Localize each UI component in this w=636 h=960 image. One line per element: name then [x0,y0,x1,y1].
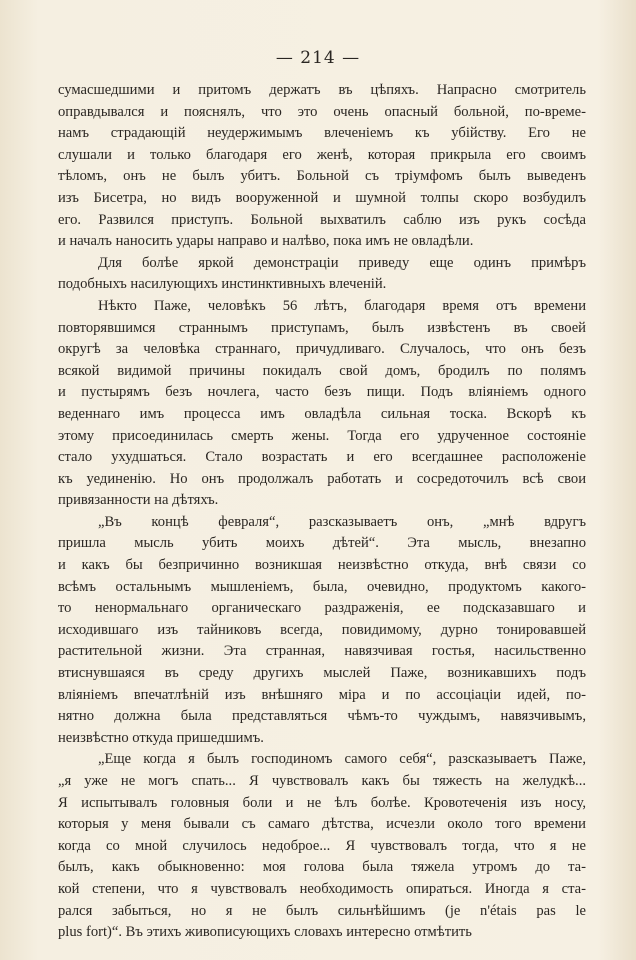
text-line: округѣ за человѣка страннаго, причудливаго. Случалось, что онъ безъ [58,341,586,358]
paragraph [58,512,586,750]
text-line: былъ, какъ обыкновенно: моя голова была тяжела утромъ до та- [58,859,586,876]
text-line: „я уже не могъ спать... Я чувствовалъ какъ бы тяжесть на желудкѣ... [58,773,586,789]
text-line: вліяніемъ впечатлѣній изъ внѣшняго міра и по ассоціаціи идей, по- [58,686,586,703]
paragraph [58,253,586,296]
text-line: Я испытывалъ головныя боли и не ѣлъ болѣе. Кровотеченія изъ носу, [58,794,586,811]
text-line: привязанности на дѣтяхъ. [58,492,219,509]
text-line: когда со мной случилось недоброе... Я чувствовалъ тогда, что я не [58,837,586,854]
text-line: слушали и только благодаря его женѣ, которая прикрыла его своимъ [58,146,586,163]
text-line: изъ Бисетра, но видъ вооруженной и шумной толпы скоро возбудилъ [58,189,586,206]
text-line: втиснувшаяся въ среду другихъ мыслей Паже, возникавшихъ подъ [58,665,586,682]
text-line: тѣломъ, онъ не былъ убитъ. Больной съ тріумфомъ былъ выведенъ [58,168,586,185]
paragraph [58,80,586,253]
text-line: и началъ наносить удары направо и налѣво, пока имъ не овладѣли. [58,233,474,250]
text-line: пришла мысль убить моихъ дѣтей“. Эта мысль, внезапно [58,535,586,552]
text-line: и какъ бы безпричинно возникшая неизвѣстно откуда, внѣ связи со [58,557,586,574]
text-line: этому присоединилась смерть жены. Тогда его удрученное состояніе [58,427,586,444]
text-line: намъ страдающій неудержимымъ влеченіемъ къ убійству. Его не [58,125,586,142]
text-line: нятно должна была представляться чѣмъ-то чуждымъ, навязчивымъ, [58,708,586,725]
text-line: то ненормальнаго органическаго раздраженія, ее подсказавшаго и [58,600,586,617]
text-line: „Еще когда я былъ господиномъ самого себя“, разсказываетъ Паже, [98,751,586,768]
text-line: Для болѣе яркой демонстраціи приведу еще одинъ примѣръ [98,254,586,271]
text-line: веденнаго имъ процесса имъ овладѣла сильная тоска. Вскорѣ къ [58,405,586,422]
text-line: исходившаго изъ тайниковъ всегда, повидимому, дурно тонировавшей [58,621,586,638]
text-line: повторявшимся страннымъ приступамъ, былъ извѣстенъ въ своей [58,319,586,336]
text-line: plus fort)“. Въ этихъ живописующихъ словахъ интересно отмѣтить [58,924,472,941]
text-line: всякой видимой причины покидалъ свой домъ, бродилъ по полямъ [58,362,586,379]
text-line: Нѣкто Паже, человѣкъ 56 лѣтъ, благодаря время отъ времени [98,297,586,314]
text-line: подобныхъ насилующихъ инстинктивныхъ влеченій. [58,276,387,293]
text-line: его. Развился приступъ. Больной выхватилъ саблю изъ рукъ сосѣда [58,211,586,228]
text-line: сумасшедшими и притомъ держатъ въ цѣпяхъ. Напрасно смотритель [58,82,586,98]
page-number: — 214 — [275,48,361,68]
text-line: къ уединенію. Но онъ продолжалъ работать и сосредоточилъ всѣ свои [58,470,586,487]
text-line: которыя у меня бывали съ самаго дѣтства, исчезли около того времени [58,816,586,833]
paragraph [58,749,586,943]
text-line: „Въ концѣ февраля“, разсказываетъ онъ, „мнѣ вдругъ [98,513,586,530]
text-line: кой степени, что я чувствовалъ необходимость опираться. Иногда я ста- [58,880,586,897]
text-line: всѣмъ остальнымъ мышленіемъ, была, очевидно, продуктомъ какого- [58,578,586,595]
text-line: стало ухудшаться. Стало возрастать и его всегдашнее расположеніе [58,449,586,466]
text-line: рался забыться, но я не былъ сильнѣйшимъ (je n'étais pas le [58,902,586,919]
paragraph [58,296,586,512]
text-line: неизвѣстно откуда пришедшимъ. [58,729,264,746]
text-line: растительной жизни. Эта странная, навязчивая гостья, насильственно [58,643,586,660]
text-line: и пустырямъ безъ ночлега, часто безъ пищи. Подъ вліяніемъ одного [58,384,586,401]
text-line: оправдывался и пояснялъ, что это очень опасный больной, по-време- [58,103,586,120]
body-text [58,80,586,944]
